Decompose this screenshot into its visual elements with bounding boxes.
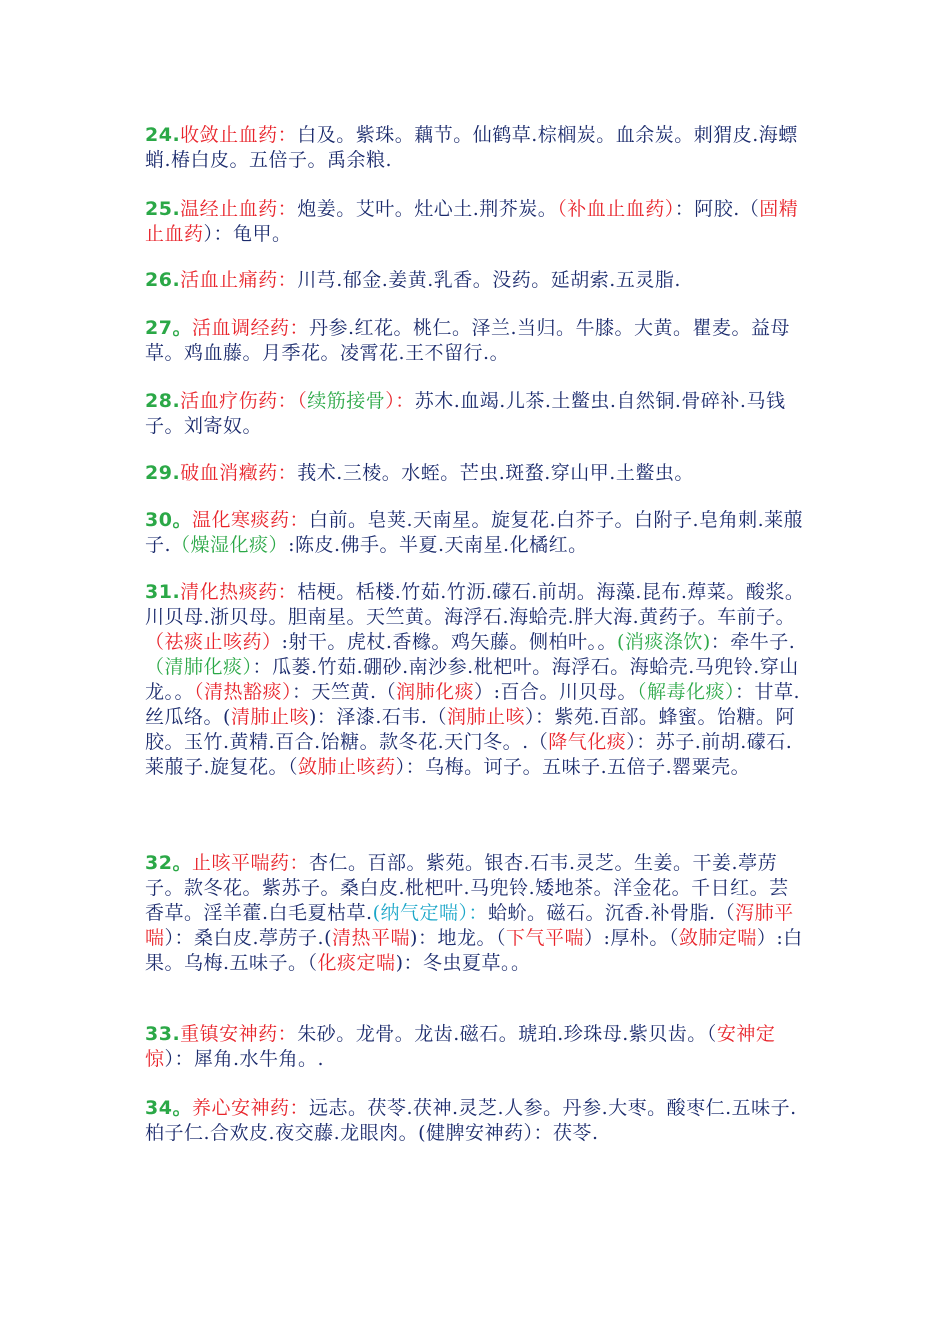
subcategory-label: 安神定惊 [145,1023,776,1070]
herb-list-text: ）：犀角.水牛角。. [164,1048,325,1070]
subcategory-label: 清热平喘 [332,927,411,949]
category-label: 清化热痰药： [180,581,298,603]
category-label: 活血疗伤药： [180,390,298,412]
herb-list-text: ：牵牛子. [710,631,796,653]
subcategory-label: 固精止血药 [145,198,799,245]
entry-number: 30。 [145,509,192,531]
herb-list-text: ： [252,656,273,678]
herb-list-text: 莪术.三棱。水蛭。芒虫.斑蝥.穿山甲.土鳖虫。 [297,462,694,484]
herb-list-text: ）：乌梅。诃子。五味子.五倍子.罂粟壳。 [395,756,751,778]
herb-list-text: ）:百合。川贝母。 [474,681,637,703]
herb-list-text: 炮姜。艾叶。灶心土.荆芥炭。 [297,198,558,220]
subcategory-label: 润肺止咳 [446,706,525,728]
entry-25 [145,197,807,247]
category-label: 养心安神药： [191,1097,309,1119]
entry-number: 25. [145,198,181,220]
entry-31 [145,580,807,780]
entry-29 [145,461,807,486]
category-label: 重镇安神药： [180,1023,298,1045]
entry-number: 28. [145,390,181,412]
entry-number: 29. [145,462,181,484]
subcategory-label: 下气平喘 [505,927,584,949]
subcategory-label: ）： [385,390,415,412]
entry-number: 31. [145,581,181,603]
category-label: 止咳平喘药： [191,852,309,874]
herb-list-text: ）：紫苑.百部。蜂蜜。饴糖。阿胶。玉竹.黄精.百合.饴糖。款冬花.天门冬。.（ [145,706,796,753]
subcategory-label: (消痰涤饮) [616,631,711,653]
subcategory-label: 润肺化痰 [396,681,475,703]
subcategory-label: 续筋接骨 [307,390,386,412]
herb-list-text: 杏仁。百部。紫苑。银杏.石韦.灵芝。生姜。干姜.葶苈子。款冬花。紫苏子。桑白皮.枇杷叶.马兜铃.矮地茶。洋金花。千日红。芸香草。淫羊藿.白毛夏枯草. [145,852,789,924]
herb-list-text: 丹参.红花。桃仁。泽兰.当归。牛膝。大黄。瞿麦。益母草。鸡血藤。月季花。凌霄花.王不留行.。 [145,317,791,364]
herb-list-text: ( [223,706,231,728]
subcategory-label: （燥湿化痰） [171,534,289,556]
entry-number: 24. [145,124,181,146]
herb-list-text: 白及。紫珠。藕节。仙鹤草.棕榈炭。血余炭。刺猬皮.海螵蛸.椿白皮。五倍子。禹余粮. [145,124,798,171]
herb-list-text: 桔梗。栝楼.竹茹.竹沥.礞石.前胡。海藻.昆布.蔊菜。酸浆。川贝母.浙贝母。胆南星。天竺黄。海浮石.海蛤壳.胖大海.黄药子。车前子。 [145,581,805,628]
entry-26 [145,268,807,293]
entry-number: 33. [145,1023,181,1045]
herb-list-text: )：泽漆.石韦.（ [308,706,447,728]
entry-28 [145,389,807,439]
category-label: 活血止痛药： [180,269,298,291]
entry-number: 34。 [145,1097,192,1119]
herb-list-text: :射干。虎杖.香橼。鸡矢藤。侧柏叶。。 [281,631,617,653]
subcategory-label: （解毒化痰） [637,681,736,703]
herb-list-text: 朱砂。龙骨。龙齿.磁石。琥珀.珍珠母.紫贝齿。（ [297,1023,717,1045]
subcategory-label: （祛痰止咳药） [145,631,282,653]
herb-list-text: 苏木.血竭.儿茶.土鳖虫.自然铜.骨碎补.马钱子。刘寄奴。 [145,390,786,437]
entry-24 [145,123,807,173]
herb-list-text: ：阿胶.（ [674,198,760,220]
subcategory-label: 化痰定喘 [317,952,396,974]
herb-list-text: 蛤蚧。磁石。沉香.补骨脂.（ [488,902,736,924]
herb-list-text: :陈皮.佛手。半夏.天南星.化橘红。 [288,534,588,556]
entry-34 [145,1096,807,1146]
entry-30 [145,508,807,558]
herb-list-text: ）：龟甲。 [203,223,292,245]
subcategory-label: 降气化痰 [548,731,627,753]
subcategory-label: （补血止血药） [557,198,675,220]
herb-list-text: )：地龙。（ [410,927,506,949]
entry-32 [145,851,807,976]
herb-list-text: )：冬虫夏草。。 [395,952,531,974]
subcategory-label: 泻肺平喘 [145,902,794,949]
herb-list-text: ：甘草.丝瓜络。 [145,681,801,728]
entry-number: 27。 [145,317,192,339]
herb-list-text: 白前。皂荚.天南星。旋复花.白芥子。白附子.皂角刺.莱菔子. [145,509,804,556]
entry-33 [145,1022,807,1072]
herb-list-text: ）：桑白皮.葶苈子.( [164,927,333,949]
subcategory-label: 敛肺定喘 [678,927,757,949]
herb-list-text: 瓜蒌.竹茹.硼砂.南沙参.枇杷叶。海浮石。海蛤壳.马兜铃.穿山龙。。 [145,656,799,703]
herb-list-text: ）:厚朴。（ [583,927,679,949]
category-label: 温化寒痰药： [191,509,309,531]
herb-list-text: ）:白果。乌梅.五味子。（ [145,927,803,974]
herb-list-text: ：天竺黄.（ [292,681,397,703]
category-label: 活血调经药： [191,317,309,339]
herb-list-text: 远志。茯苓.茯神.灵芝.人参。丹参.大枣。酸枣仁.五味子.柏子仁.合欢皮.夜交藤.龙眼肉。(健脾安神药）：茯苓. [145,1097,797,1144]
subcategory-label: 清肺止咳 [230,706,309,728]
subcategory-label: （清肺化痰） [145,656,253,678]
category-label: 破血消癥药： [180,462,298,484]
herb-list-text: ）：苏子.前胡.礞石.莱菔子.旋复花。（ [145,731,793,778]
category-label: 收敛止血药： [180,124,298,146]
category-label: 温经止血药： [180,198,298,220]
subcategory-label: （ [297,390,308,412]
entry-27 [145,316,807,366]
entry-number: 26. [145,269,181,291]
entry-number: 32。 [145,852,192,874]
herb-list-text: 川芎.郁金.姜黄.乳香。没药。延胡索.五灵脂. [297,269,681,291]
subcategory-label: (纳气定喘）： [372,902,489,924]
subcategory-label: 敛肺止咳药 [298,756,396,778]
subcategory-label: （清热豁痰） [194,681,293,703]
